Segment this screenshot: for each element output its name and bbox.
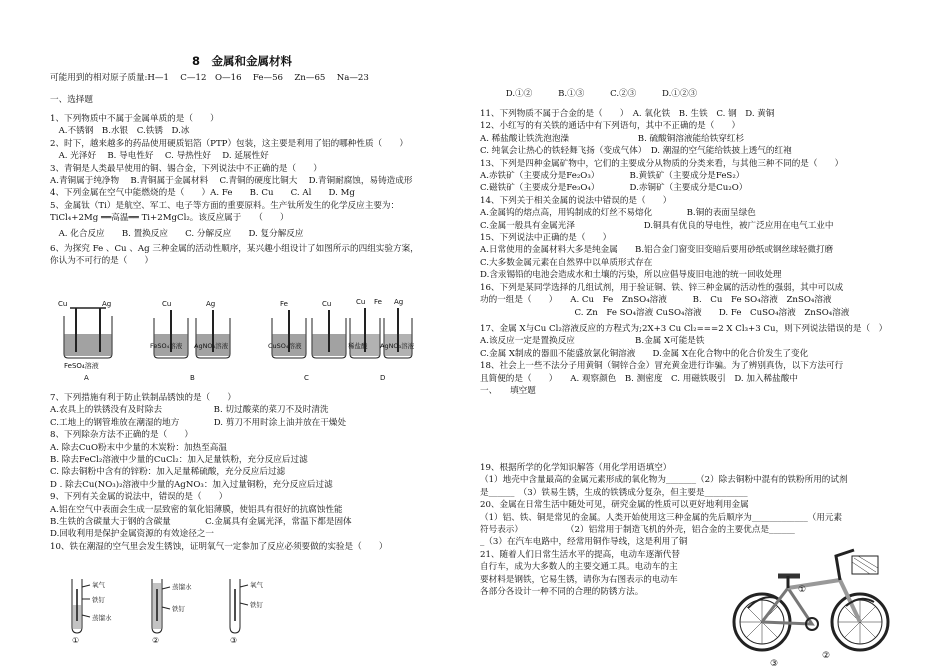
q-line: 10、铁在潮湿的空气里会发生锈蚀，证明氧气一定参加了反应必须要做的实验是（ ） xyxy=(50,541,388,552)
tube-label: 蒸馏水 xyxy=(92,614,112,622)
bike-part-label: ① xyxy=(798,585,807,595)
q-line: 1、下列物质中不属于金属单质的是（ ） xyxy=(50,114,219,124)
q-line: A. 除去CuO粉末中少量的木炭粉：加热至高温 xyxy=(50,442,227,453)
q-line: 9、下列有关金属的说法中，错误的是（ ） xyxy=(50,492,228,503)
metal-label: Fe xyxy=(374,298,382,306)
q-line: 2、时下，越来越多的药品使用硬质铝箔（PTP）包装，这主要是利用了铝的哪种性质（ ） xyxy=(50,138,408,149)
q-line: 3、青铜是人类最早使用的铜、锡合金，下列说法中不正确的是（ ） xyxy=(50,163,322,174)
q-line: 功的一组是（ ） A. Cu Fe ZnSO₄溶液 B. Cu Fe SO₄溶液 ZnSO₄溶液 xyxy=(480,295,832,306)
q-line: 16、下列是某同学选择的几组试剂，用于验证铜、铁、锌三种金属的活动性的强弱，其中可以成 xyxy=(480,282,844,293)
questions-1-6 xyxy=(50,113,419,268)
q-line: 19、根据所学的化学知识解答（用化学用语填空） xyxy=(480,463,672,473)
q-line: 要材料是钢铁，它易生锈，请你为右图表示的电动车 xyxy=(480,574,678,585)
q-line: D.含汞锡铅的电池会造成水和土壤的污染，所以应倡导废旧电池的统一回收处理 xyxy=(480,270,782,281)
q-line: A.青铜属于纯净物 B.青铜属于金属材料 C.青铜的硬度比铜大 D.青铜耐腐蚀，易铸造成形 xyxy=(50,176,413,187)
q-line: D.回收利用是保护金属资源的有效途径之一 xyxy=(50,529,215,540)
solution-label: FeSO₄溶液 xyxy=(150,342,183,350)
metal-label: Cu xyxy=(356,298,366,306)
q-line: C. Zn Fe SO₄溶液 CuSO₄溶液 D. Fe CuSO₄溶液 ZnSO₄溶液 xyxy=(480,307,850,318)
atomic-masses: 可能用到的相对原子质量:H—1 C—12 O—16 Fe—56 Zn—65 Na—23 xyxy=(50,73,369,83)
q-line: 自行车，成为大多数人的主要交通工具。电动车的主 xyxy=(480,562,678,573)
bike-part-label: ③ xyxy=(770,659,779,669)
q-line: 4、下列金属在空气中能燃烧的是（ ）A. Fe B. Cu C. Al D. Mg xyxy=(50,188,355,199)
q-line: 14、下列关于相关金属的说法中错误的是（ ） xyxy=(480,195,672,206)
tube-number: ① xyxy=(72,636,80,645)
q-line: C. 除去铜粉中含有的锌粉：加入足量稀硫酸，充分反应后过滤 xyxy=(50,467,286,478)
q-line: C.大多数金属元素在自然界中以单质形式存在 xyxy=(480,257,653,268)
q-line: 8、下列除杂方法不正确的是（ ） xyxy=(50,430,193,441)
q-line: 6、为探究 Fe 、Cu 、Ag 三种金属的活动性顺序，某兴趣小组设计了如图所示的四组实验方案， xyxy=(50,244,419,255)
q-line: B.生铁的含碳量大于钢的含碳量 C.金属具有金属光泽，常温下都是固体 xyxy=(50,517,352,528)
metal-label: Cu xyxy=(58,300,68,308)
q-line: 5、金属钛（Ti）是航空、军工、电子等方面的重要原料。生产钛所发生的化学反应主要为： xyxy=(50,200,400,211)
q-line: TiCl₄+2Mg ══高温══ Ti+2MgCl₂。该反应属于 （ ） xyxy=(50,213,289,224)
q-line: C.工地上的钢管堆放在潮湿的地方 D. 剪刀不用时涂上油并放在干燥处 xyxy=(50,417,347,428)
q-line: _（3）在汽车电路中，经常用铜作导线，这是利用了铜 xyxy=(480,537,688,548)
q-line: A.金属钨的熔点高，用钨制成的灯丝不易熔化 B.铜的表面呈绿色 xyxy=(480,208,756,219)
option-label: D xyxy=(380,374,386,382)
tube-label: 铁钉 xyxy=(92,596,105,604)
q-line: 13、下列是四种金属矿物中，它们的主要成分从物质的分类来看，与其他三种不同的是（ ） xyxy=(480,158,844,169)
q-line: 12、小红写的有关铁的通话中有下列语句，其中不正确的是（ ） xyxy=(480,121,741,132)
q-line: C. 纯氧会让热心的铁轻舞飞扬（变成气体） D. 潮湿的空气能给铁披上透气的红袍 xyxy=(480,146,792,157)
q-line: 是______ （3）铁易生锈，生成的铁锈成分复杂，但主要是__________ xyxy=(480,487,748,498)
metal-label: Ag xyxy=(394,298,404,306)
q-line: C.金属一般具有金属光泽 D.铜具有优良的导电性，被广泛应用在电气工业中 xyxy=(480,220,834,231)
q-line: C.金属 X制成的器皿不能盛放氯化铜溶液 D.金属 X在化合物中的化合价发生了变化 xyxy=(480,348,809,359)
q-line: 17、金属 X与Cu Cl₂溶液反应的方程式为;2X+3 Cu Cl₂===2 X Cl₃+3 Cu，则下列说法错误的是（ ） xyxy=(480,323,888,334)
page-title: 8 金属和金属材料 xyxy=(191,54,292,68)
q10-options: D.①② B.①③ C.②③ D.①②③ xyxy=(480,89,698,99)
q-line: A.日常使用的金属材料大多是纯金属 B.铝合金门窗变旧变暗后要用砂纸或钢丝球轻微打磨 xyxy=(480,245,834,256)
tube-label: 铁钉 xyxy=(172,605,185,613)
q-line: 15、下列说法中正确的是（ ） xyxy=(480,233,612,244)
solution-label: AgNO₃溶液 xyxy=(194,342,229,350)
q-line: 你认为不可行的是（ ） xyxy=(50,256,154,267)
q-line: D . 除去Cu(NO₃)₂溶液中少量的AgNO₃：加入过量铜粉，充分反应后过滤 xyxy=(50,479,333,490)
section-choice: 一、选择题 xyxy=(50,95,93,105)
q-line: 18、社会上一些不法分子用黄铜（铜锌合金）冒充黄金进行诈骗。为了辨别真伪，以下方法可行 xyxy=(480,361,844,372)
q-line: 符号表示） （2）铝常用于制造飞机的外壳，铝合金的主要优点是______ xyxy=(480,525,795,536)
q-line: A.不锈钢 B.水银 C.铁锈 D.冰 xyxy=(50,126,190,137)
q-line: 一、 填空题 xyxy=(480,385,536,396)
tube-label: 蒸馏水 xyxy=(172,583,192,591)
option-label: B xyxy=(190,374,195,382)
questions-11-18 xyxy=(480,108,887,397)
q6-experiment-figure xyxy=(50,292,420,384)
bike-part-label: ② xyxy=(822,651,831,661)
q-line: A. 稀盐酸让铁洗泡泡澡 B. 硫酸铜溶液能给铁穿红杉 xyxy=(480,133,745,144)
q-line: A.赤铁矿（主要成分是Fe₂O₃） B.黄铁矿（主要成分是FeS₂） xyxy=(480,171,745,182)
tube-label: 氧气 xyxy=(92,581,105,589)
q-line: 且简便的是（ ） A. 观察颜色 B. 测密度 C. 用磁铁吸引 D. 加入稀盐酸中 xyxy=(480,373,798,384)
q-line: A. 化合反应 B. 置换反应 C. 分解反应 D. 复分解反应 xyxy=(50,228,304,239)
tube-number: ② xyxy=(152,636,160,645)
metal-label: Cu xyxy=(322,300,332,308)
tube-number: ③ xyxy=(230,636,238,645)
tube-label: 氧气 xyxy=(250,581,263,589)
metal-label: Ag xyxy=(206,300,216,308)
metal-label: Fe xyxy=(280,300,288,308)
q-line: 21、随着人们日常生活水平的提高，电动车逐渐代替 xyxy=(480,549,680,560)
solution-label: 稀盐酸 xyxy=(348,342,368,350)
solution-label: FeSO₄溶液 xyxy=(64,362,99,370)
questions-7-10 xyxy=(50,392,388,553)
q-line: B. 除去FeCl₂溶液中少量的CuCl₂：加入足量铁粉，充分反应后过滤 xyxy=(50,455,308,466)
q-line: 各部分各设计一种不同的合理的防锈方法。 xyxy=(480,587,644,598)
q-line: 20、金属在日常生活中随处可见，研究金属的性质可以更好地利用金属 xyxy=(480,500,749,511)
metal-label: Ag xyxy=(102,300,112,308)
metal-label: Cu xyxy=(162,300,172,308)
q-line: （1）地壳中含量最高的金属元素形成的氧化物为_______（2）除去铜粉中混有的铁粉所用的试剂 xyxy=(480,475,848,486)
q-line: A.铝在空气中表面会生成一层致密的氧化铝薄膜，使铝具有很好的抗腐蚀性能 xyxy=(50,504,343,515)
solution-label: AgNO₃溶液 xyxy=(380,342,415,350)
electric-bike-figure xyxy=(728,528,898,668)
q-line: A. 光泽好 B. 导电性好 C. 导热性好 D. 延展性好 xyxy=(50,151,269,162)
option-label: C xyxy=(304,374,309,382)
q-line: （1）铝、铁、铜是常见的金属。人类开始使用这三种金属的先后顺序为_____________（用元素 xyxy=(480,512,843,523)
q-line: A.该反应一定是置换反应 B.金属 X可能是铁 xyxy=(480,336,705,347)
q-line: C.磁铁矿（主要成分是Fe₃O₄） D.赤铜矿（主要成分是Cu₂O） xyxy=(480,183,748,194)
solution-label: CuSO₄溶液 xyxy=(268,342,302,350)
tube-label: 铁钉 xyxy=(250,601,263,609)
q-line: 11、下列物质不属于合金的是（ ） A. 氧化铁 B. 生铁 C. 钢 D. 黄铜 xyxy=(480,109,775,119)
q10-test-tubes-figure xyxy=(60,575,263,645)
option-label: A xyxy=(84,374,89,382)
q-line: 7、下列措施有利于防止铁制品锈蚀的是（ ） xyxy=(50,393,236,403)
q-line: A.农具上的铁锈没有及时除去 B. 切过酸菜的菜刀不及时清洗 xyxy=(50,405,329,416)
